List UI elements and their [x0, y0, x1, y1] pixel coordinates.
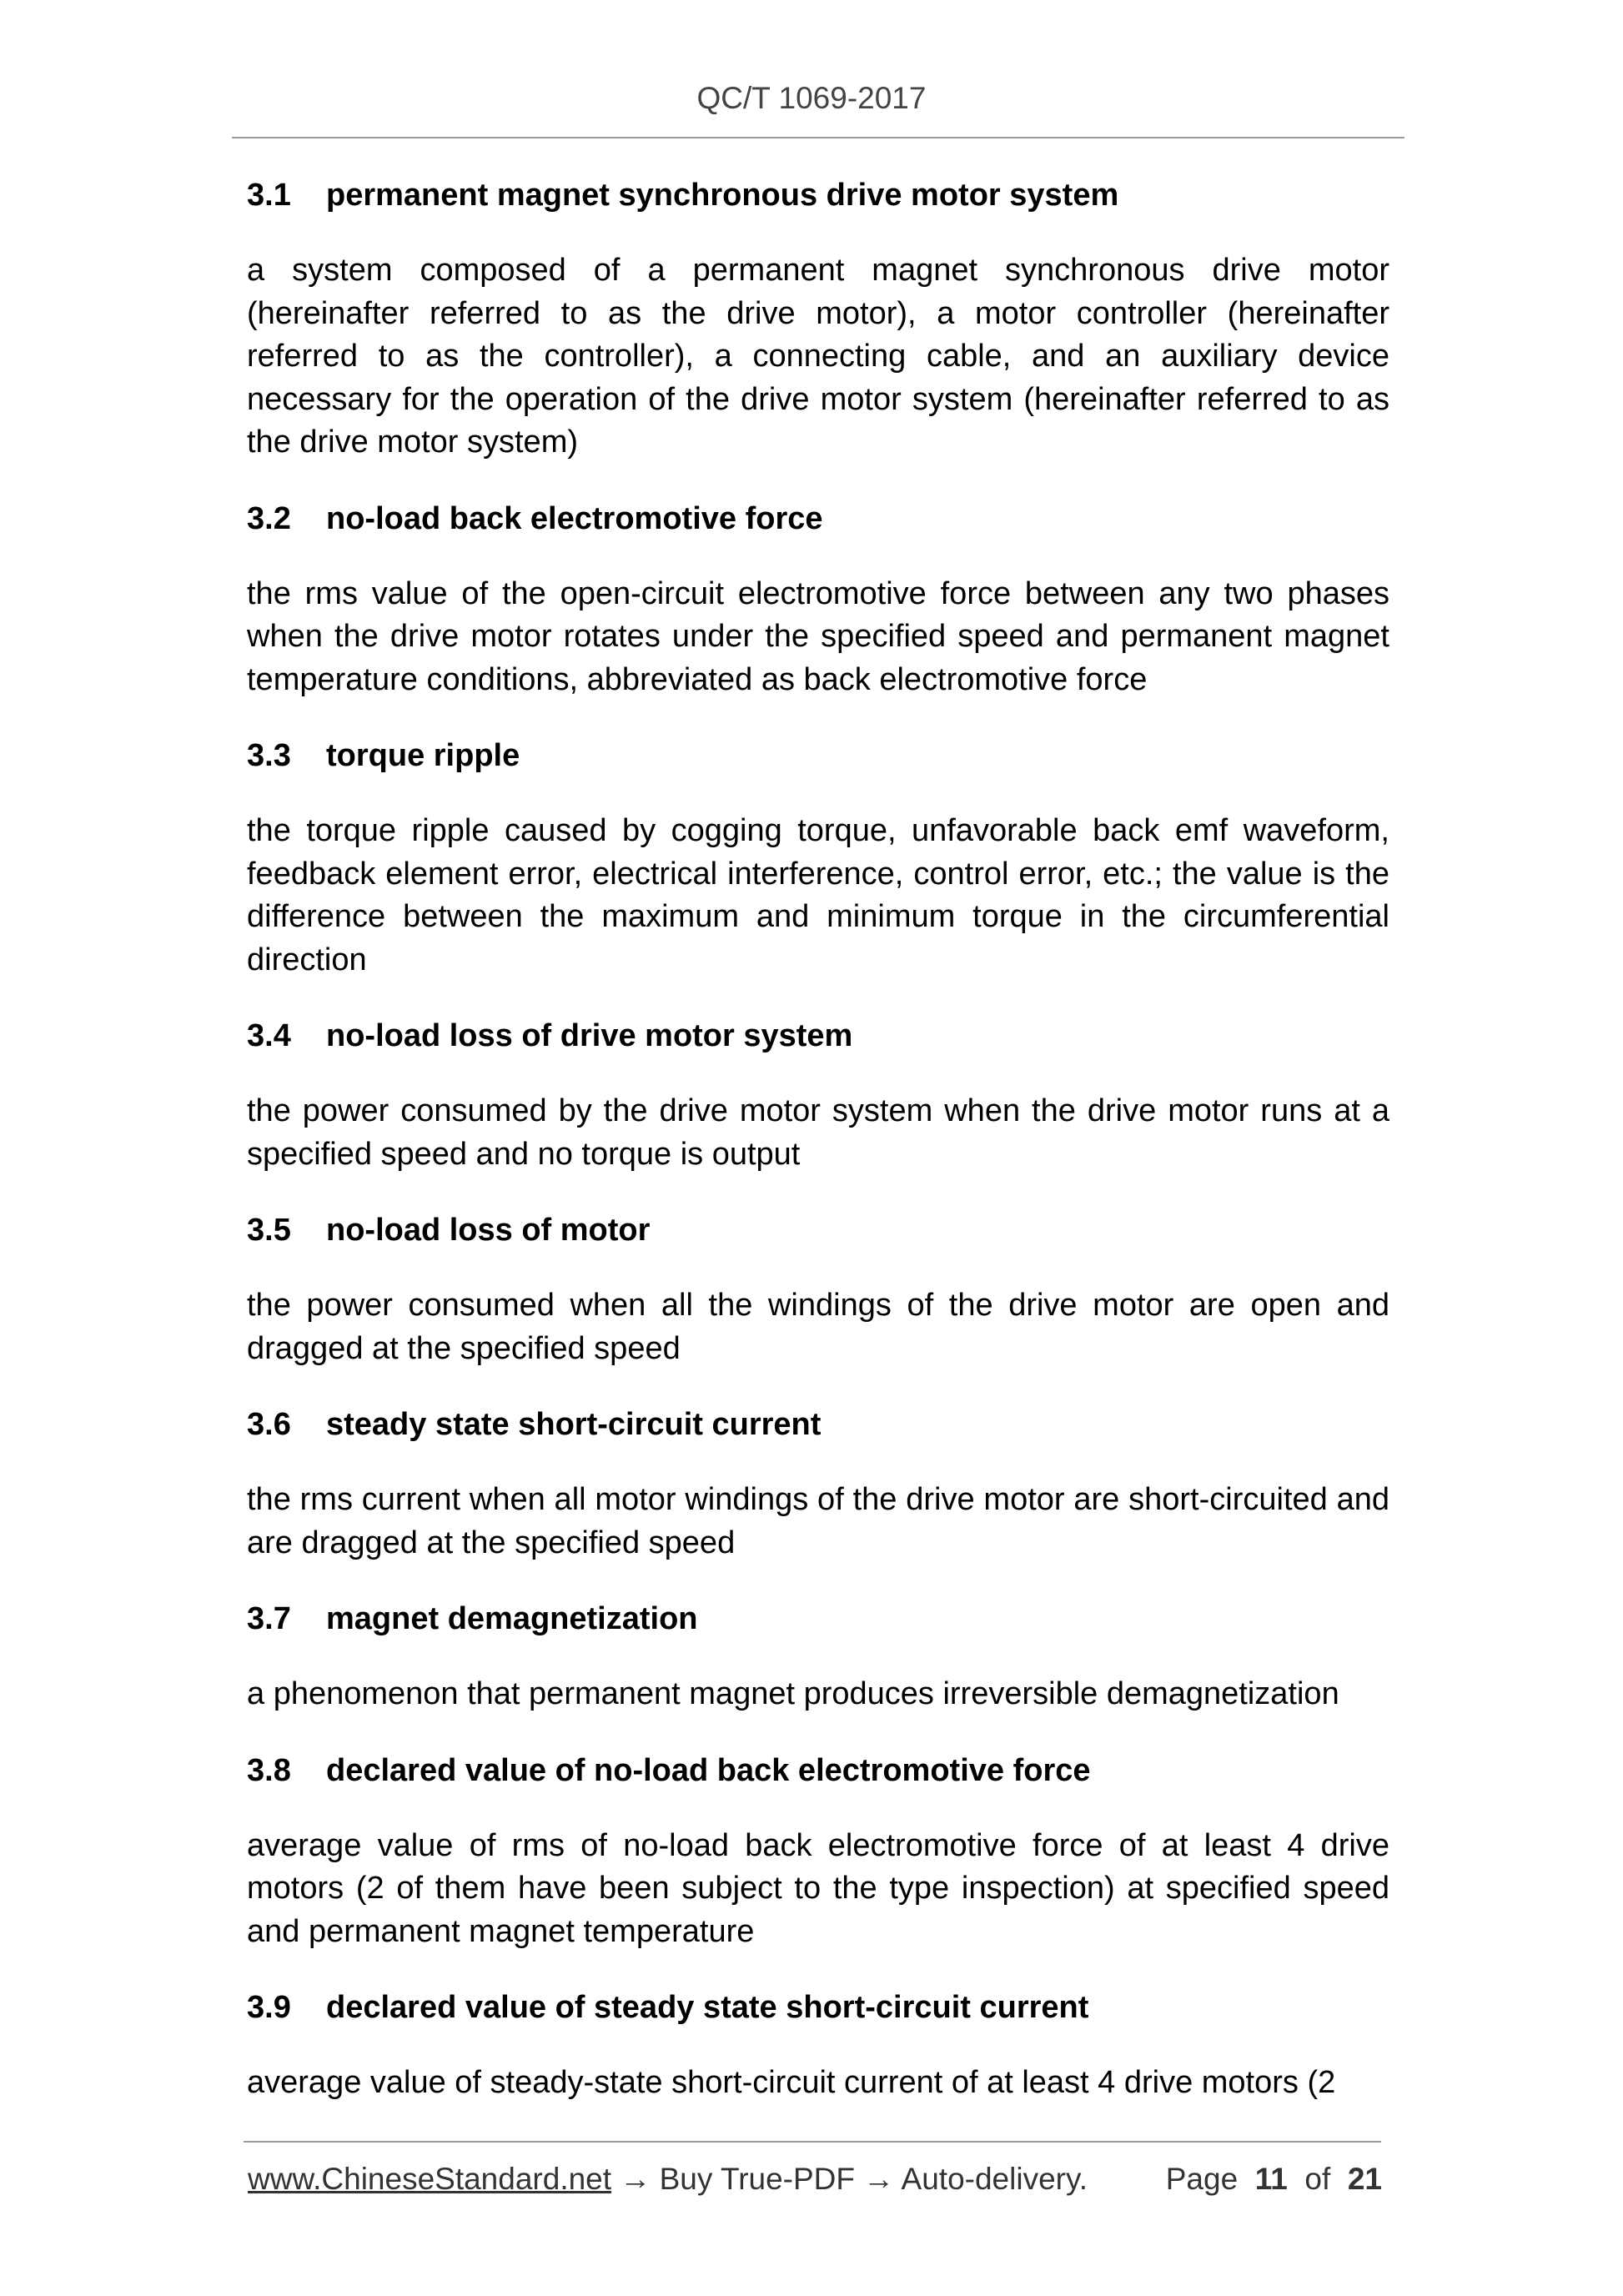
document-content	[247, 173, 1389, 2138]
section-body: the power consumed when all the windings of the drive motor are open and dragged at the specified speed	[247, 1288, 1389, 1366]
section-title-text: declared value of no-load back electromotive force	[326, 1752, 1091, 1788]
section-3-4	[247, 1014, 1389, 1176]
section-body: the rms current when all motor windings of the drive motor are short-circuited and are dragged at the specified speed	[247, 1482, 1389, 1560]
section-number: 3.1	[247, 178, 291, 213]
section-body: average value of rms of no-load back electromotive force of at least 4 drive motors (2 of them have been subject to the type inspection) at specified speed and permanent magnet temperature	[247, 1827, 1389, 1949]
header-divider	[232, 137, 1404, 138]
section-number: 3.7	[247, 1601, 291, 1636]
section-body: a phenomenon that permanent magnet produces irreversible demagnetization	[247, 1676, 1339, 1711]
section-title	[247, 1014, 1389, 1058]
section-title	[247, 734, 1389, 777]
section-body: average value of steady-state short-circuit current of at least 4 drive motors (2	[247, 2065, 1336, 2100]
arrow-right-icon: →	[863, 2162, 895, 2196]
section-title-text: no-load back electromotive force	[326, 500, 823, 536]
section-3-5	[247, 1208, 1389, 1370]
section-title-text: no-load loss of drive motor system	[326, 1018, 853, 1053]
section-body: the power consumed by the drive motor system when the drive motor runs at a specified speed and no torque is output	[247, 1093, 1389, 1172]
section-number: 3.5	[247, 1213, 291, 1248]
section-body: the rms value of the open-circuit electromotive force between any two phases when the drive motor rotates under the specified speed and permanent magnet temperature conditions, abbreviated as back electromotive force	[247, 575, 1389, 697]
section-title-text: declared value of steady state short-circuit current	[326, 1990, 1089, 2025]
page-header-doc-id: QC/T 1069-2017	[696, 81, 927, 115]
section-3-7	[247, 1597, 1389, 1716]
section-number: 3.3	[247, 738, 291, 773]
section-3-1	[247, 173, 1389, 465]
footer-divider	[244, 2141, 1381, 2143]
footer-delivery-text: Auto-delivery.	[901, 2162, 1088, 2196]
section-title	[247, 1749, 1389, 1792]
section-number: 3.4	[247, 1018, 291, 1053]
section-number: 3.9	[247, 1990, 291, 2025]
section-title-text: steady state short-circuit current	[326, 1407, 822, 1442]
total-pages: 21	[1347, 2162, 1382, 2196]
arrow-right-icon: →	[620, 2162, 651, 2196]
section-3-8	[247, 1749, 1389, 1954]
of-label: of	[1304, 2162, 1331, 2196]
page-footer	[248, 2162, 1382, 2203]
section-title-text: torque ripple	[326, 738, 520, 773]
section-number: 3.2	[247, 500, 291, 536]
section-title-text: no-load loss of motor	[326, 1213, 651, 1248]
section-3-6	[247, 1403, 1389, 1565]
section-title	[247, 497, 1389, 540]
footer-buy-text: Buy True-PDF	[659, 2162, 856, 2196]
section-title	[247, 173, 1389, 217]
section-body: a system composed of a permanent magnet synchronous drive motor (hereinafter referred to as the drive motor), a motor controller (hereinafter referred to as the controller), a connecting cable, and an auxiliary device necessary for the operation of the drive motor system (hereinafter referred to as the drive motor system)	[247, 253, 1389, 460]
section-number: 3.6	[247, 1407, 291, 1442]
section-body: the torque ripple caused by cogging torque, unfavorable back emf waveform, feedback element error, electrical interference, control error, etc.; the value is the difference between the maximum and minimum torque in the circumferential direction	[247, 813, 1389, 977]
section-title	[247, 1208, 1389, 1252]
section-title	[247, 1986, 1389, 2029]
section-number: 3.8	[247, 1752, 291, 1788]
page-label: Page	[1165, 2162, 1239, 2196]
footer-promo	[248, 2162, 1088, 2197]
section-title-text: magnet demagnetization	[326, 1601, 698, 1636]
section-title	[247, 1403, 1389, 1446]
section-3-2	[247, 497, 1389, 702]
section-3-9	[247, 1986, 1389, 2105]
section-title-text: permanent magnet synchronous drive motor system	[326, 178, 1119, 213]
page-indicator	[1166, 2162, 1382, 2197]
section-title	[247, 1597, 1389, 1640]
page-number: 11	[1254, 2162, 1288, 2196]
website-link[interactable]: www.ChineseStandard.net	[248, 2162, 612, 2196]
section-3-3	[247, 734, 1389, 982]
